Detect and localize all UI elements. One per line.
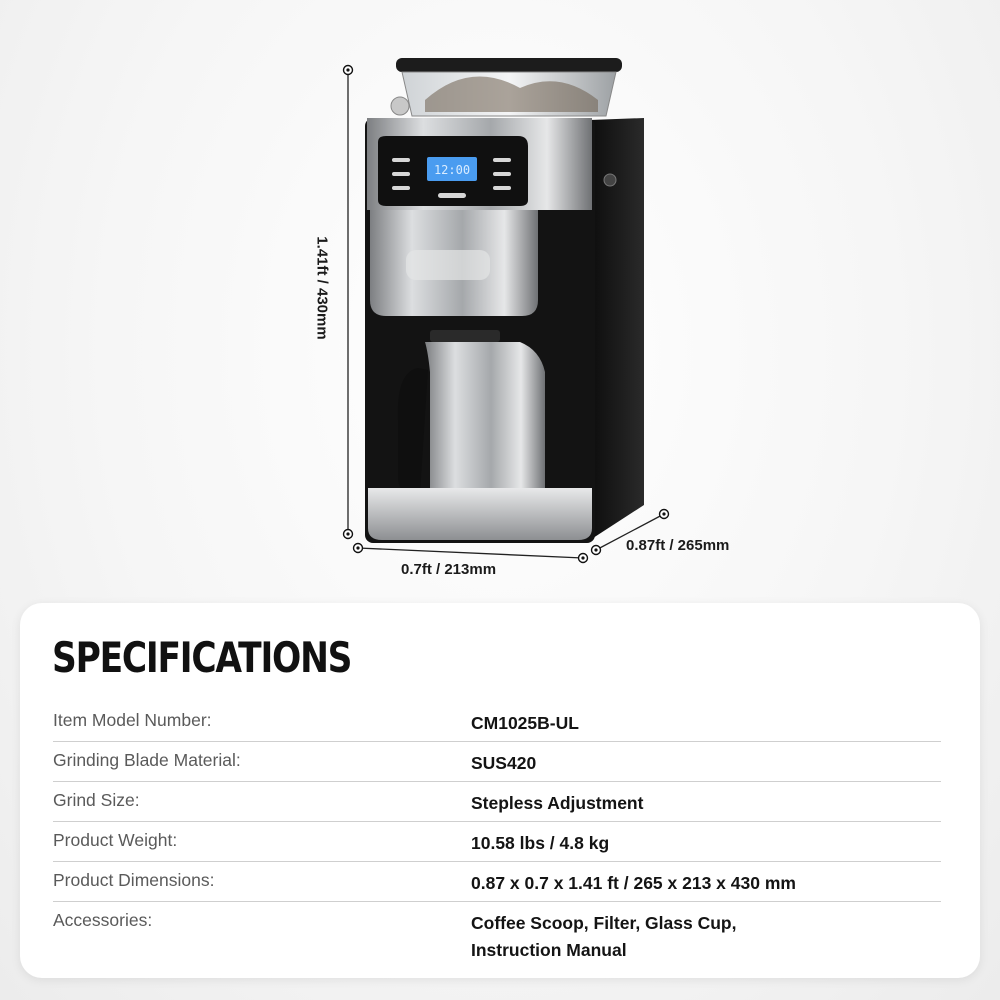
spec-value: CM1025B-UL: [471, 713, 579, 733]
spec-key: Product Dimensions:: [53, 870, 215, 890]
specifications-card: [20, 603, 980, 978]
power-switch-icon: [604, 174, 616, 186]
specifications-title: SPECIFICATIONS: [52, 633, 352, 682]
width-dimension-label: 0.7ft / 213mm: [401, 561, 497, 578]
spec-value-line: Coffee Scoop, Filter, Glass Cup,: [471, 913, 737, 933]
machine-base: [368, 488, 592, 540]
spec-row-dimensions: [53, 862, 941, 902]
spec-key: Item Model Number:: [53, 710, 212, 730]
spec-row-model: [53, 702, 941, 742]
spec-row-accessories: [53, 902, 941, 972]
spec-key: Grinding Blade Material:: [53, 750, 241, 770]
grind-knob-icon: [391, 97, 409, 115]
height-dimension-label: 1.41ft / 430mm: [313, 236, 331, 340]
spec-value: Stepless Adjustment: [471, 793, 644, 813]
bean-hopper: [391, 58, 622, 116]
depth-dimension-label: 0.87ft / 265mm: [626, 537, 730, 554]
spec-value: 10.58 lbs / 4.8 kg: [471, 833, 610, 853]
spec-key: Grind Size:: [53, 790, 140, 810]
spec-row-grind-size: [53, 782, 941, 822]
spec-row-blade-material: [53, 742, 941, 782]
spec-row-weight: [53, 822, 941, 862]
spec-value: [471, 910, 736, 964]
specifications-table: [53, 702, 941, 972]
spec-value: 0.87 x 0.7 x 1.41 ft / 265 x 213 x 430 mm: [471, 873, 796, 893]
machine-side-panel: [590, 118, 644, 540]
spec-value: SUS420: [471, 753, 537, 773]
spec-key: Accessories:: [53, 910, 153, 930]
spec-key: Product Weight:: [53, 830, 178, 850]
lcd-text: 12:00: [433, 163, 471, 177]
spec-value-line: Instruction Manual: [471, 940, 627, 960]
